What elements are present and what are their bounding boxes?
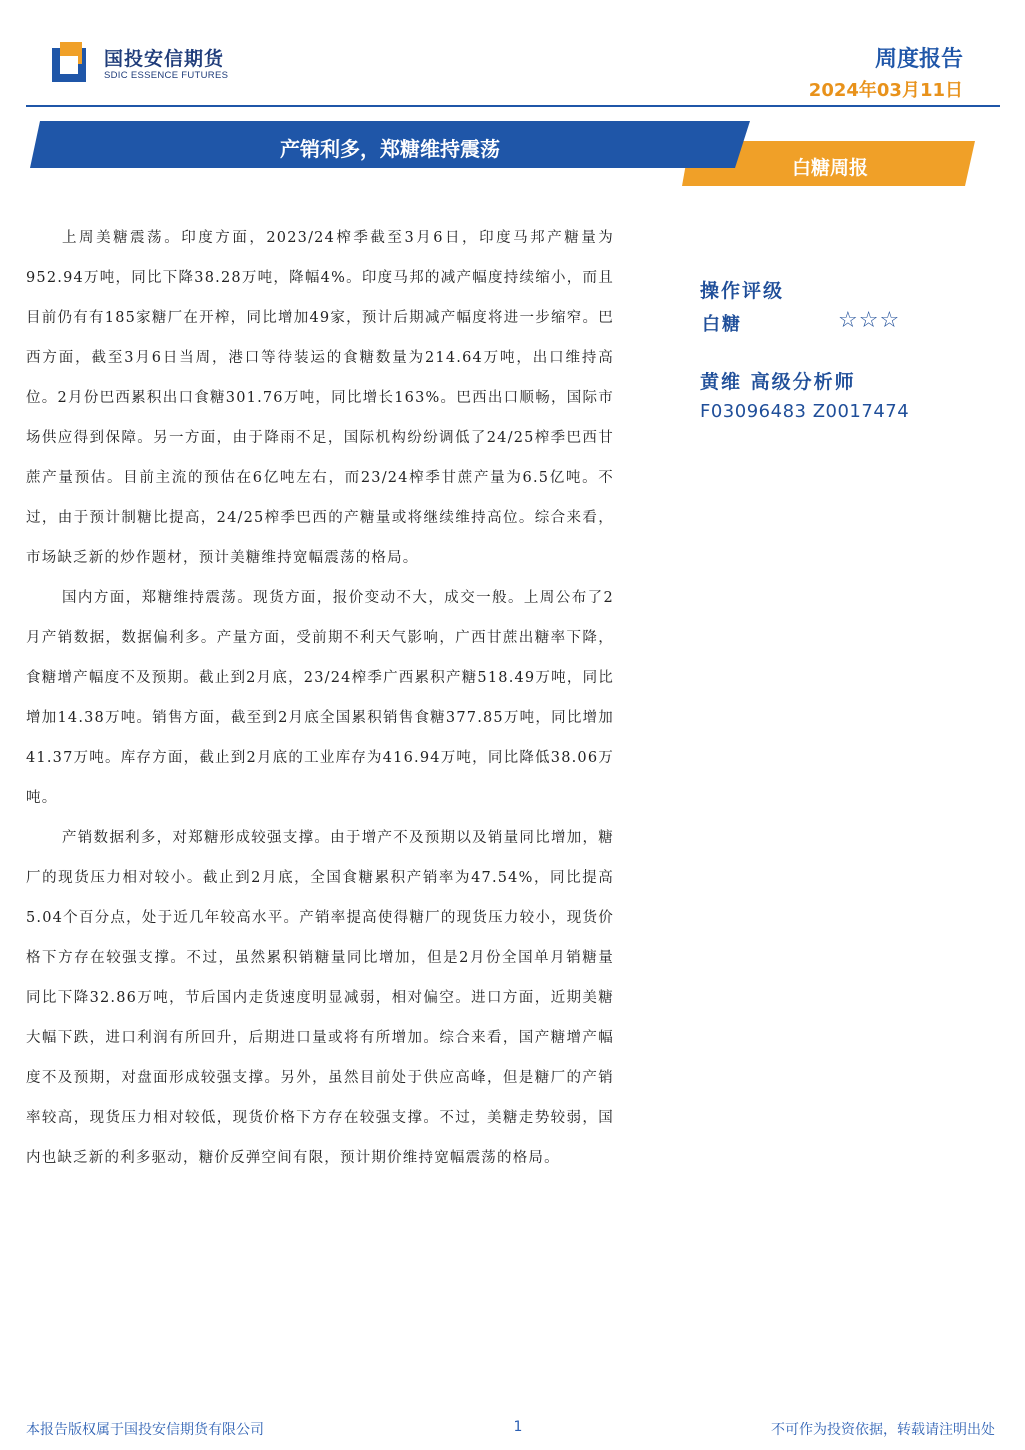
footer-copyright: 本报告版权属于国投安信期货有限公司 [26,1422,264,1438]
report-title: 产销利多，郑糖维持震荡 [280,137,500,161]
rating-label: 操作评级 [700,280,785,302]
rating-product: 白糖 [702,314,742,335]
report-category-tag: 白糖周报 [791,157,868,179]
page-number: 1 [513,1419,523,1435]
header-divider [26,105,1000,107]
report-type: 周度报告 [874,47,963,72]
rating-stars-icon: ☆☆☆ [838,308,901,333]
logo-english-name: SDIC ESSENCE FUTURES [104,70,229,81]
report-body [26,218,614,1178]
analyst-name: 黄维 高级分析师 [700,371,856,393]
analyst-license: F03096483 Z0017474 [700,401,910,422]
body-paragraph: 国内方面，郑糖维持震荡。现货方面，报价变动不大，成交一般。上周公布了2月产销数据，数据偏利多。产量方面，受前期不利天气影响，广西甘蔗出糖率下降，食糖增产幅度不及预期。截止到2月底，23/24榨季广西累积产糖518.49万吨，同比增加14.38万吨。销售方面，截至到2月底全国累积销售食糖377.85万吨，同比增加41.37万吨。库存方面，截止到2月底的工业库存为416.94万吨，同比降低38.06万吨。 [26,590,614,806]
company-logo [52,42,242,88]
body-paragraph: 上周美糖震荡。印度方面，2023/24榨季截至3月6日，印度马邦产糖量为952.94万吨，同比下降38.28万吨，降幅4%。印度马邦的减产幅度持续缩小，而且目前仍有有185家糖厂在开榨，同比增加49家，预计后期减产幅度将进一步缩窄。巴西方面，截至3月6日当周，港口等待装运的食糖数量为214.64万吨，出口维持高位。2月份巴西累积出口食糖301.76万吨，同比增长163%。巴西出口顺畅，国际市场供应得到保障。另一方面，由于降雨不足，国际机构纷纷调低了24/25榨季巴西甘蔗产量预估。目前主流的预估在6亿吨左右，而23/24榨季甘蔗产量为6.5亿吨。不过，由于预计制糖比提高，24/25榨季巴西的产糖量或将继续维持高位。综合来看，市场缺乏新的炒作题材，预计美糖维持宽幅震荡的格局。 [26,230,614,566]
logo-chinese-name: 国投安信期货 [104,48,225,70]
footer-disclaimer: 不可作为投资依据，转载请注明出处 [771,1422,995,1438]
body-paragraph: 产销数据利多，对郑糖形成较强支撑。由于增产不及预期以及销量同比增加，糖厂的现货压力相对较小。截止到2月底，全国食糖累积产销率为47.54%，同比提高5.04个百分点，处于近几年较高水平。产销率提高使得糖厂的现货压力较小，现货价格下方存在较强支撑。不过，虽然累积销糖量同比增加，但是2月份全国单月销糖量同比下降32.86万吨，节后国内走货速度明显减弱，相对偏空。进口方面，近期美糖大幅下跌，进口利润有所回升，后期进口量或将有所增加。综合来看，国产糖增产幅度不及预期，对盘面形成较强支撑。另外，虽然目前处于供应高峰，但是糖厂的产销率较高，现货压力相对较低，现货价格下方存在较强支撑。不过，美糖走势较弱，国内也缺乏新的利多驱动，糖价反弹空间有限，预计期价维持宽幅震荡的格局。 [26,830,614,1166]
logo-mark-icon [52,42,92,82]
report-date: 2024年03月11日 [808,80,963,101]
